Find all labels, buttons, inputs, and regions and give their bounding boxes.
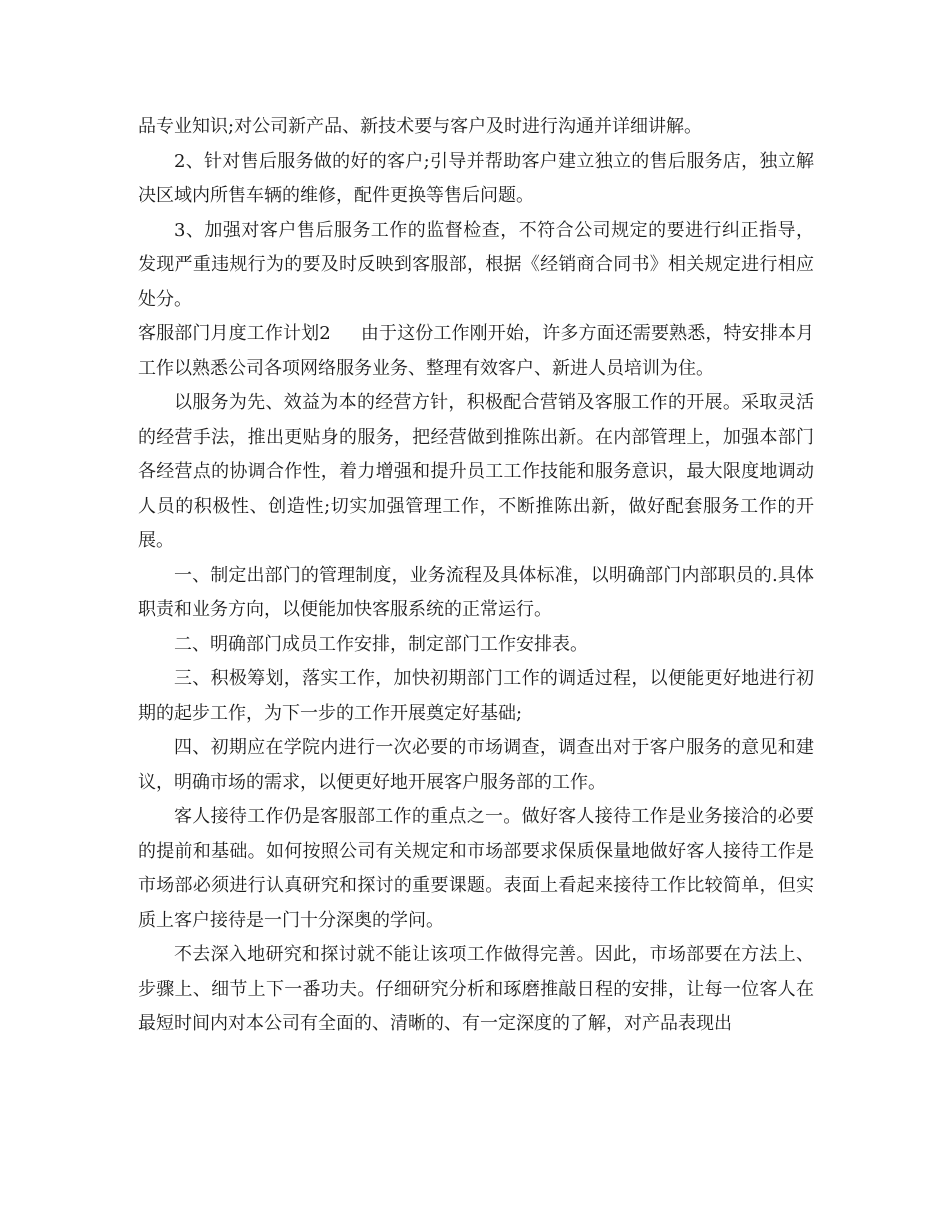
paragraph-8: 三、积极筹划，落实工作，加快初期部门工作的调适过程，以便能更好地进行初期的起步工作，为下一步的工作开展奠定好基础; bbox=[138, 668, 814, 724]
paragraph-10: 客人接待工作仍是客服部工作的重点之一。做好客人接待工作是业务接洽的必要的提前和基础。如何按照公司有关规定和市场部要求保质保量地做好客人接待工作是市场部必须进行认真研究和探讨的重要课题。表面上看起来接待工作比较简单，但实质上客户接待是一门十分深奥的学问。 bbox=[138, 806, 814, 931]
paragraph-6: 一、制定出部门的管理制度，业务流程及具体标准，以明确部门内部职员的.具体职责和业务方向，以便能加快客服系统的正常运行。 bbox=[138, 564, 814, 620]
paragraph-4: 客服部门月度工作计划2 由于这份工作刚开始，许多方面还需要熟悉，特安排本月工作以熟悉公司各项网络服务业务、整理有效客户、新进人员培训为住。 bbox=[138, 323, 815, 379]
paragraph-2: 2、针对售后服务做的好的客户;引导并帮助客户建立独立的售后服务店，独立解决区域内所售车辆的维修，配件更换等售后问题。 bbox=[138, 150, 814, 206]
document-body bbox=[138, 110, 814, 1042]
paragraph-5: 以服务为先、效益为本的经营方针，积极配合营销及客服工作的开展。采取灵活的经营手法，推出更贴身的服务，把经营做到推陈出新。在内部管理上，加强本部门各经营点的协调合作性，着力增强和提升员工工作技能和服务意识，最大限度地调动人员的积极性、创造性;切实加强管理工作，不断推陈出新，做好配套服务工作的开展。 bbox=[138, 392, 814, 551]
paragraph-1: 品专业知识;对公司新产品、新技术要与客户及时进行沟通并详细讲解。 bbox=[138, 116, 703, 137]
paragraph-11: 不去深入地研究和探讨就不能让该项工作做得完善。因此，市场部要在方法上、步骤上、细节上下一番功夫。仔细研究分析和琢磨推敲日程的安排，让每一位客人在最短时间内对本公司有全面的、清晰的、有一定深度的了解，对产品表现出 bbox=[138, 944, 814, 1034]
paragraph-7: 二、明确部门成员工作安排，制定部门工作安排表。 bbox=[174, 633, 588, 655]
paragraph-9: 四、初期应在学院内进行一次必要的市场调查，调查出对于客户服务的意见和建议，明确市场的需求，以便更好地开展客户服务部的工作。 bbox=[138, 737, 814, 793]
section-heading: 客服部门月度工作计划2 bbox=[138, 323, 331, 344]
paragraph-3: 3、加强对客户售后服务工作的监督检查，不符合公司规定的要进行纠正指导，发现严重违规行为的要及时反映到客服部，根据《经销商合同书》相关规定进行相应处分。 bbox=[138, 219, 814, 310]
